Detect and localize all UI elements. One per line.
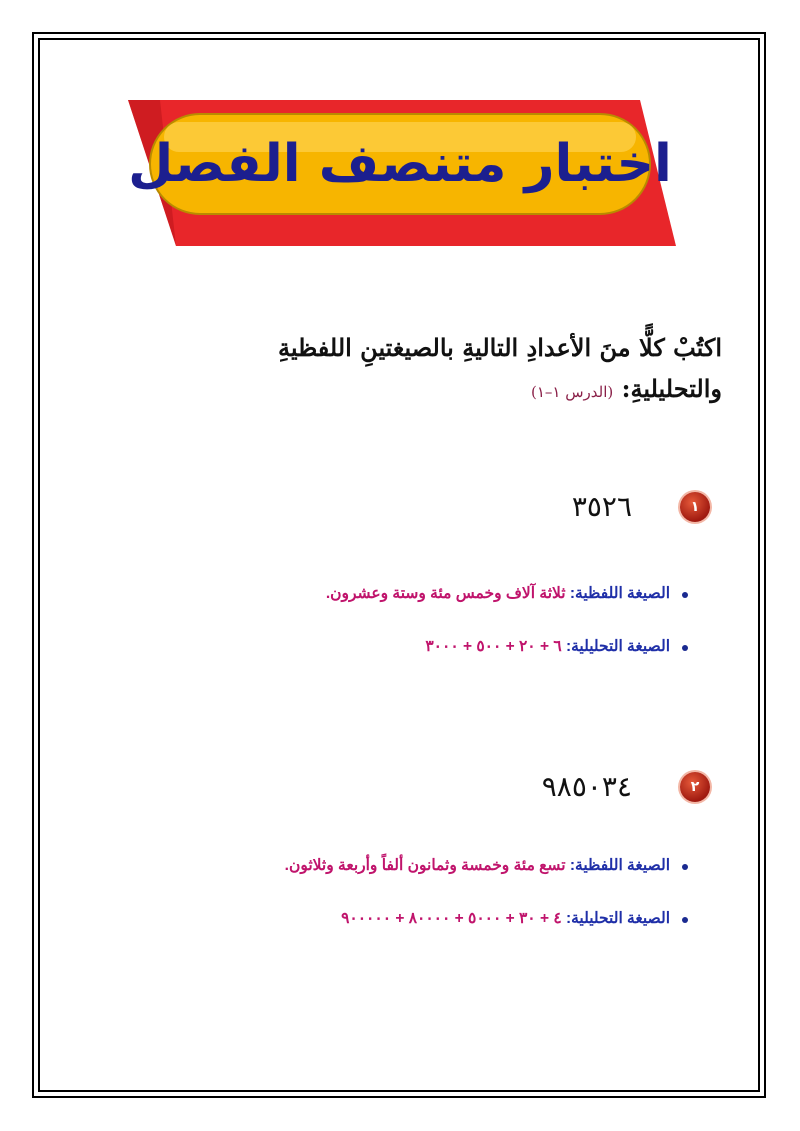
- expanded-form-value: ٤ + ٣٠ + ٥٠٠٠ + ٨٠٠٠٠ + ٩٠٠٠٠٠: [341, 910, 562, 927]
- problem-2-word-form: [285, 856, 670, 875]
- problem-2-answers: [285, 856, 670, 962]
- word-form-label: الصيغة اللفظية:: [569, 585, 670, 602]
- problem-1-expanded-form: [326, 637, 670, 656]
- word-form-label: الصيغة اللفظية:: [569, 857, 670, 874]
- problem-1-answers: [326, 584, 670, 690]
- instruction-line-2: [162, 369, 722, 410]
- word-form-value: تسع مئة وخمسة وثمانون ألفاً وأربعة وثلاثون.: [284, 857, 566, 874]
- problem-2-badge: ٢: [680, 772, 710, 802]
- instruction-line-2-text: والتحليليةِ:: [621, 373, 722, 403]
- problem-2-expanded-form: [285, 909, 670, 928]
- page-title: اختبار متنصف الفصل: [128, 134, 672, 194]
- lesson-reference: (الدرس ١–١): [530, 382, 614, 401]
- problem-1: [572, 490, 710, 523]
- instruction-line-1: اكتُبْ كلًّا منَ الأعدادِ التاليةِ بالصيغتينِ اللفظيةِ: [277, 333, 722, 362]
- chapter-banner: [120, 96, 680, 256]
- instruction-text: [162, 328, 722, 410]
- expanded-form-label: الصيغة التحليلية:: [565, 910, 670, 927]
- problem-2-number: ٩٨٥٠٣٤: [541, 770, 632, 803]
- expanded-form-value: ٦ + ٢٠ + ٥٠٠ + ٣٠٠٠: [425, 638, 562, 655]
- problem-1-badge: ١: [680, 492, 710, 522]
- expanded-form-label: الصيغة التحليلية:: [565, 638, 670, 655]
- word-form-value: ثلاثة آلاف وخمس مئة وستة وعشرون.: [325, 585, 566, 602]
- problem-1-number: ٣٥٢٦: [571, 490, 632, 523]
- problem-1-word-form: [326, 584, 670, 603]
- problem-2: [542, 770, 710, 803]
